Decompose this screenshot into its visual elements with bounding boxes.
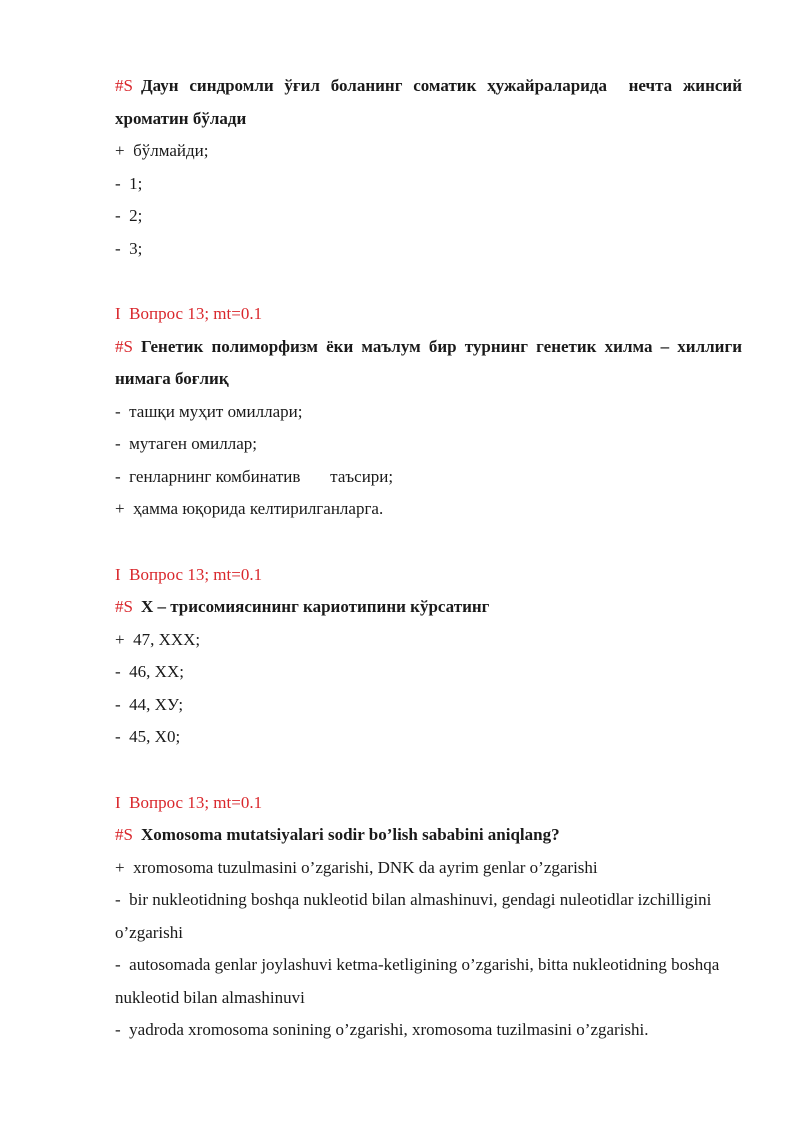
question-text <box>115 70 747 135</box>
answer-option: + бўлмайди; <box>115 141 209 160</box>
answer-option: - 46, ХХ; <box>115 662 184 681</box>
question-block-4 <box>115 787 742 1047</box>
answer-option: - 45, Х0; <box>115 727 181 746</box>
question-tag: #S <box>115 76 133 95</box>
answer-option: - 3; <box>115 238 143 258</box>
question-text <box>115 819 742 852</box>
question-header: I Вопрос 13; mt=0.1 <box>115 304 263 323</box>
question-header: I Вопрос 13; mt=0.1 <box>115 792 263 812</box>
question-label: Xomosoma mutatsiyalari sodir bo’lish sababini aniqlang? <box>140 825 560 844</box>
question-text <box>115 331 747 396</box>
answer-option: - 1; <box>115 173 143 193</box>
answer-option: - 2; <box>115 206 143 225</box>
question-tag: #S <box>115 825 133 844</box>
question-block-1 <box>115 70 747 265</box>
question-block-2 <box>115 298 747 526</box>
question-tag: #S <box>115 336 133 356</box>
question-block-3 <box>115 559 742 754</box>
block-spacer <box>115 526 742 559</box>
answer-option: - bir nukleotidning boshqa nukleotid bilan almashinuvi, gendagi nuleotidlar izchilligini o’zgarishi <box>115 890 716 942</box>
answer-option: - ташқи муҳит омиллари; <box>115 401 303 421</box>
answer-option: + ҳамма юқорида келтирилганларга. <box>115 499 384 518</box>
answer-option: - мутаген омиллар; <box>115 434 258 453</box>
answer-option: - генларнинг комбинатив таъсири; <box>115 466 394 486</box>
answer-option: - yadroda xromosoma sonining o’zgarishi, xromosoma tuzilmasini o’zgarishi. <box>115 1020 649 1039</box>
block-spacer <box>115 754 742 787</box>
document-page <box>115 70 747 1047</box>
answer-option: - 44, ХУ; <box>115 694 184 714</box>
question-tag: #S <box>115 597 133 616</box>
question-label: Даун синдромли ўғил боланинг соматик ҳужайраларида нечта жинсий хроматин бўлади <box>115 76 747 128</box>
question-header: I Вопрос 13; mt=0.1 <box>115 564 263 584</box>
answer-option: + 47, ХХХ; <box>115 629 201 649</box>
answer-option: + xromosoma tuzulmasini o’zgarishi, DNK da ayrim genlar o’zgarishi <box>115 857 598 877</box>
block-spacer <box>115 265 742 298</box>
answer-option: - autosomada genlar joylashuvi ketma-ketligining o’zgarishi, bitta nukleotidning boshqa nukleotid bilan almashinuvi <box>115 955 724 1007</box>
question-label: Х – трисомиясининг кариотипини кўрсатинг <box>140 597 490 616</box>
question-label: Генетик полиморфизм ёки маълум бир турнинг генетик хилма – хиллиги нимага боғлиқ <box>115 336 747 388</box>
question-text <box>115 591 742 624</box>
